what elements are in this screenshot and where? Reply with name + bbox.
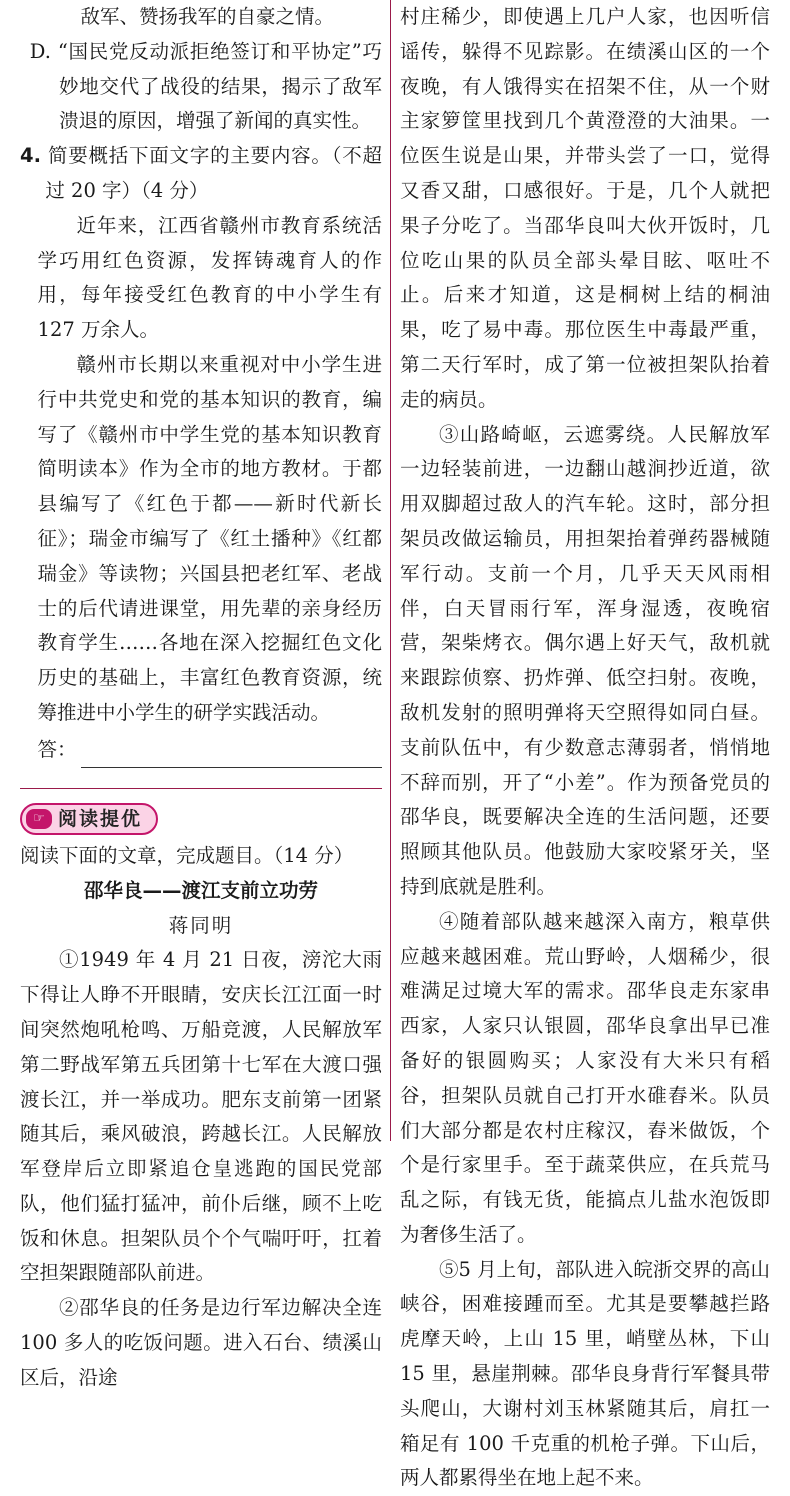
question-4 [20,139,382,209]
article-author: 蒋同明 [168,913,234,937]
article-paragraph-3: ③山路崎岖，云遮雾绕。人民解放军一边轻装前进，一边翻山越涧抄近道，欲用双脚超过敌人的汽车轮。这时，部分担架员改做运输员，用担架抬着弹药器械随军行动。支前一个月，几乎天天风雨相伴，白天冒雨行军，浑身湿透，夜晚宿营，架柴烤衣。偶尔遇上好天气，敌机就来跟踪侦察、扔炸弹、低空扫射。夜晚，敌机发射的照明弹将天空照得如同白昼。支前队伍中，有少数意志薄弱者，悄悄地不辞而别，开了“小差”。作为预备党员的邵华良，既要解决全连的生活问题，还要照顾其他队员。他鼓励大家咬紧牙关，坚持到底就是胜利。 [400,422,770,898]
answer-label: 答： [37,737,77,761]
section-divider [20,788,382,789]
question-passage [20,209,382,731]
article-title: 邵华良——渡江支前立功劳 [83,878,318,902]
article-paragraph-2-continued: 村庄稀少，即使遇上几户人家，也因听信谣传，躲得不见踪影。在绩溪山区的一个夜晚，有人饿得实在招架不住，从一个财主家箩筐里找到几个黄澄澄的大油果。一位医生说是山果，并带头尝了一口，觉得又香又甜，口感很好。于是，几个人就把果子分吃了。当邵华良叫大伙开饭时，几位吃山果的队员全部头晕目眩、呕吐不止。后来才知道，这是桐树上结的桐油果，吃了易中毒。那位医生中毒最严重，第二天行军时，成了第一位被担架队抬着走的病员。 [400,5,770,411]
question-number: 4. [20,144,41,168]
continued-option-text: 敌军、赞扬我军的自豪之情。 [80,5,334,28]
passage-paragraph: 近年来，江西省赣州市教育系统活学巧用红色资源，发挥铸魂育人的作用，每年接受红色教育的中小学生有 127 万余人。 [37,213,382,342]
column-divider [390,0,391,1141]
reading-instruction: 阅读下面的文章，完成题目。（14 分） [20,843,354,867]
section-banner [20,803,158,835]
question-prompt: 简要概括下面文字的主要内容。（不超过 20 字）（4 分） [45,144,382,202]
answer-blank-line[interactable] [81,743,382,768]
passage-paragraph: 赣州市长期以来重视对中小学生进行中共党史和党的基本知识的教育，编写了《赣州市中学生党的基本知识教育简明读本》作为全市的地方教材。于都县编写了《红色于都——新时代新长征》；瑞金市编写了《红土播种》《红都瑞金》等读物；兴国县把老红军、老战士的后代请进课堂，用先辈的亲身经历教育学生……各地在深入挖掘红色文化历史的基础上，丰富红色教育资源，统筹推进中小学生的研学实践活动。 [37,352,382,724]
article-paragraph-2-start: ②邵华良的任务是边行军边解决全连 100 多人的吃饭问题。进入石台、绩溪山区后，沿途 [20,1296,382,1389]
answer-field[interactable] [20,733,382,768]
article-paragraph-4: ④随着部队越来越深入南方，粮草供应越来越困难。荒山野岭，人烟稀少，很难满足过境大军的需求。邵华良走东家串西家，人家只认银圆，邵华良拿出早已准备好的银圆购买；人家没有大米只有稻谷，担架队员就自己打开水碓舂米。队员们大部分都是农村庄稼汉，舂米做饭，个个是行家里手。至于蔬菜供应，在兵荒马乱之际，有钱无货，能搞点儿盐水泡饭即为奢侈生活了。 [400,909,770,1246]
right-column [400,0,770,1496]
pointing-hand-icon: ☞ [26,809,52,829]
option-d: D. “国民党反动派拒绝签订和平协定”巧妙地交代了战役的结果，揭示了敌军溃退的原因，增强了新闻的真实性。 [29,39,382,133]
section-title: 阅读提优 [58,807,143,830]
left-column [20,0,382,1396]
article-paragraph-5: ⑤5 月上旬，部队进入皖浙交界的高山峡谷，困难接踵而至。尤其是要攀越拦路虎摩天岭，上山 15 里，峭壁丛林，下山 15 里，悬崖荆棘。邵华良身背行军餐具带头爬山，大谢村刘玉林紧随其后，肩扛一箱足有 100 千克重的机枪子弹。下山后，两人都累得坐在地上起不来。 [400,1257,770,1490]
article-paragraph-1: ①1949 年 4 月 21 日夜，滂沱大雨下得让人睁不开眼睛，安庆长江江面一时间突然炮吼枪鸣、万船竞渡，人民解放军第二野战军第五兵团第十七军在大渡口强渡长江，并一举成功。肥东支前第一团紧随其后，乘风破浪，跨越长江。人民解放军登岸后立即紧追仓皇逃跑的国民党部队，他们猛打猛冲，前仆后继，顾不上吃饭和休息。担架队员个个气喘吁吁，扛着空担架跟随部队前进。 [20,948,382,1285]
